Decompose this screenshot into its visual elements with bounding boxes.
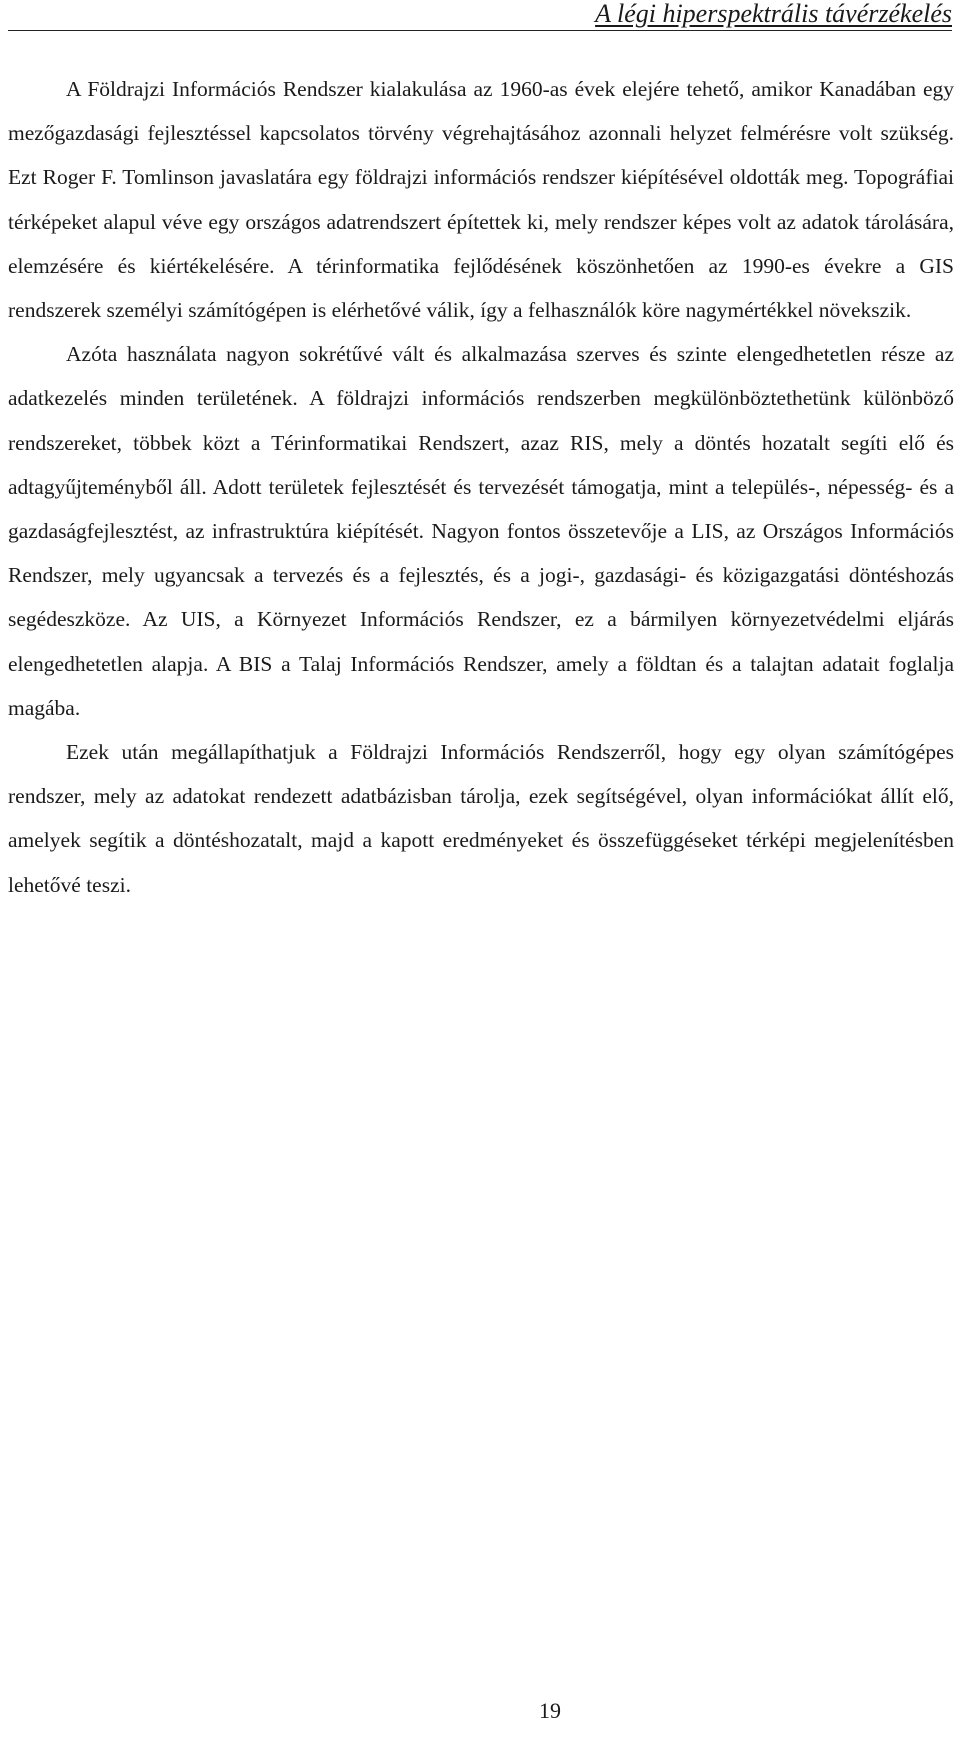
paragraph-2: Azóta használata nagyon sokrétűvé vált és alkalmazása szerves és szinte elengedhetetlen része az adatkezelés minden területének. A földrajzi információs rendszerben megkülönböztethetünk különböző rendszereket, többek közt a Térinformatikai Rendszert, azaz RIS, mely a döntés hozatalt segíti elő és adtagyűjteményből áll. Adott területek fejlesztését és tervezését támogatja, mint a település-, népesség- és a gazdaságfejlesztést, az infrastruktúra kiépítését. Nagyon fontos összetevője a LIS, az Országos Információs Rendszer, mely ugyancsak a tervezés és a fejlesztés, és a jogi-, gazdasági- és közigazgatási döntéshozás segédeszköze. Az UIS, a Környezet Információs Rendszer, ez a bármilyen környezetvédelmi eljárás elengedhetetlen alapja. A BIS a Talaj Információs Rendszer, amely a földtan és a talajtan adatait foglalja magába. xyxy=(8,342,954,720)
paragraph-3: Ezek után megállapíthatjuk a Földrajzi Információs Rendszerről, hogy egy olyan számítógépes rendszer, mely az adatokat rendezett adatbázisban tárolja, ezek segítségével, olyan információkat állít elő, amelyek segítik a döntéshozatalt, majd a kapott eredményeket és összefüggéseket térképi megjelenítésben lehetővé teszi. xyxy=(8,740,954,897)
page-number: 19 xyxy=(539,1698,561,1723)
paragraph-1: A Földrajzi Információs Rendszer kialakulása az 1960-as évek elejére tehető, amikor Kanadában egy mezőgazdasági fejlesztéssel kapcsolatos törvény végrehajtásához azonnali helyzet felmérésre volt szükség. Ezt Roger F. Tomlinson javaslatára egy földrajzi információs rendszer kiépítésével oldották meg. Topográfiai térképeket alapul véve egy országos adatrendszert építettek ki, mely rendszer képes volt az adatok tárolására, elemzésére és kiértékelésére. A térinformatika fejlődésének köszönhetően az 1990-es évekre a GIS rendszerek személyi számítógépen is elérhetővé válik, így a felhasználók köre nagymértékkel növekszik. xyxy=(8,77,954,323)
running-header-title: A légi hiperspektrális távérzékelés xyxy=(595,0,952,28)
page-header xyxy=(8,0,952,31)
document-body xyxy=(8,67,954,907)
